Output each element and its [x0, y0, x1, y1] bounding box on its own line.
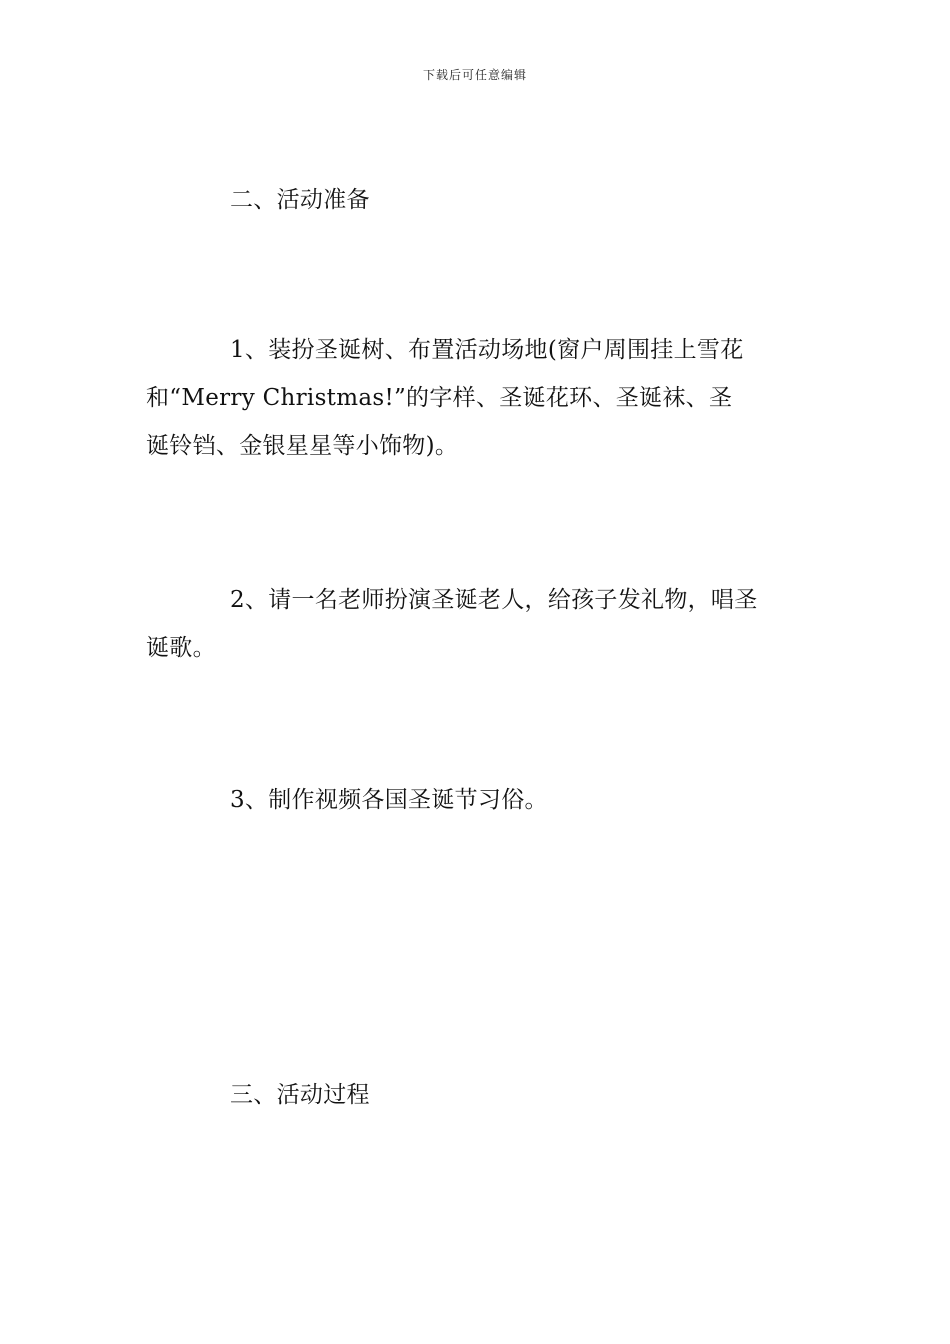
paragraph-item-1 [146, 326, 808, 470]
paragraph-line: 诞歌。 [146, 635, 216, 661]
paragraph-item-3 [146, 776, 808, 824]
paragraph-line: 3、制作视频各国圣诞节习俗。 [230, 787, 548, 813]
section-heading-preparation: 二、活动准备 [230, 187, 370, 213]
section-heading-process: 三、活动过程 [230, 1082, 370, 1108]
paragraph-line: 1、装扮圣诞树、布置活动场地(窗户周围挂上雪花 [230, 337, 744, 363]
header-note: 下载后可任意编辑 [422, 68, 527, 82]
paragraph-item-2 [146, 576, 808, 672]
paragraph-line: 2、请一名老师扮演圣诞老人，给孩子发礼物，唱圣 [230, 587, 758, 613]
paragraph-line: 和“Merry Christmas!”的字样、圣诞花环、圣诞袜、圣 [146, 385, 733, 411]
paragraph-line: 诞铃铛、金银星星等小饰物)。 [146, 433, 459, 459]
